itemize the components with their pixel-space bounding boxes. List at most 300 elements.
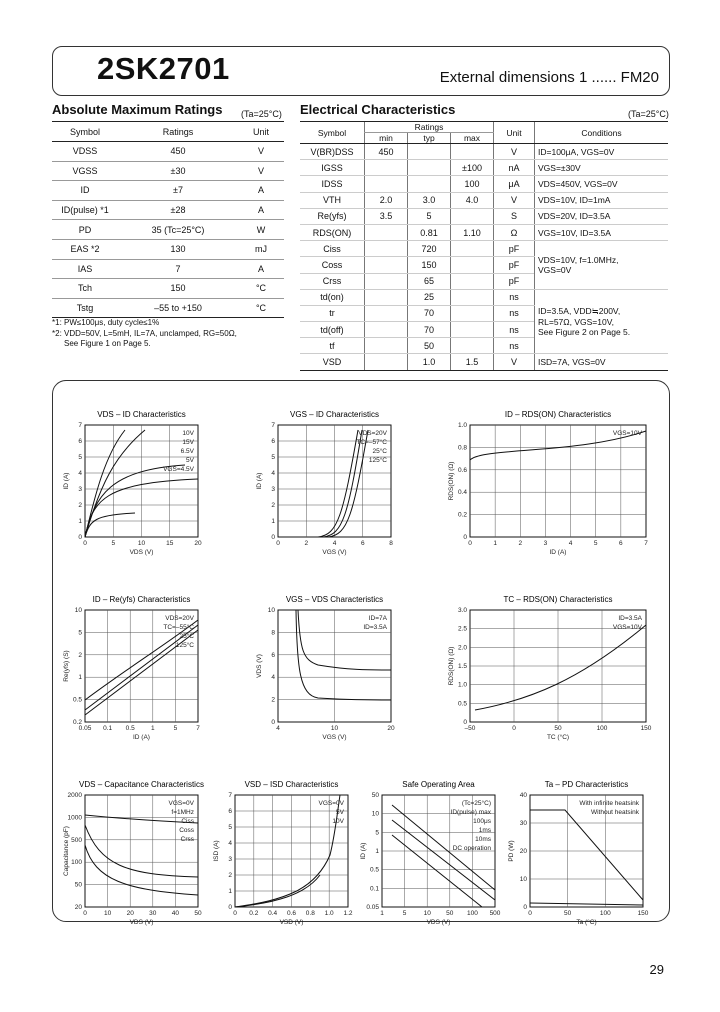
- x-axis-label: VGS (V): [322, 734, 347, 741]
- amr-rating: 7: [118, 259, 238, 279]
- y-tick-label: 5: [375, 829, 379, 837]
- x-axis-label: VDS (V): [426, 919, 451, 926]
- ec-typ: 50: [408, 338, 451, 354]
- y-tick-label: 6: [271, 651, 275, 659]
- x-tick-label: 0: [83, 540, 87, 547]
- col-ratings: Ratings: [118, 122, 238, 142]
- curve-label: 25°C: [372, 448, 387, 455]
- curve-label: Without heatsink: [590, 809, 639, 816]
- col-symbol: Symbol: [52, 122, 118, 142]
- x-tick-label: 0: [468, 540, 472, 547]
- ec-col-typ: typ: [408, 133, 451, 144]
- y-tick-label: 0.2: [457, 511, 467, 519]
- y-tick-label: 0.1: [369, 885, 379, 893]
- curve: [85, 845, 198, 895]
- ec-unit: pF: [494, 257, 535, 273]
- x-tick-label: 20: [194, 540, 202, 547]
- y-tick-label: 0: [228, 904, 232, 911]
- y-tick-label: 0.4: [457, 489, 467, 497]
- ec-condition-line: VGS=0V: [538, 264, 572, 275]
- y-tick-label: 1.5: [457, 663, 467, 670]
- curve-label: 5V: [336, 809, 344, 816]
- curve-label: f=1MHz: [171, 809, 194, 816]
- x-tick-label: 15: [166, 540, 174, 547]
- x-tick-label: 5: [593, 540, 598, 547]
- curve-label: VDS=20V: [165, 615, 194, 622]
- y-tick-label: 0.5: [369, 866, 379, 874]
- ec-symbol: VTH: [300, 192, 365, 208]
- amr-rating: 130: [118, 239, 238, 259]
- x-tick-label: 1: [150, 725, 155, 732]
- curve-label: ID(pulse) max: [450, 809, 491, 816]
- curve: [475, 625, 646, 710]
- ec-typ: 0.81: [408, 224, 451, 240]
- curve-label: 10V: [182, 430, 194, 437]
- ec-symbol: Coss: [300, 257, 365, 273]
- x-tick-label: 0: [233, 910, 237, 917]
- curve-label: 125°C: [175, 642, 194, 649]
- amr-rating: ±28: [118, 200, 238, 220]
- y-tick-label: 1: [78, 674, 82, 682]
- chart-title: ID – RDS(ON) Characteristics: [504, 410, 612, 419]
- y-tick-label: 1: [228, 888, 232, 895]
- y-tick-label: 50: [371, 792, 379, 799]
- ec-unit: ns: [494, 338, 535, 354]
- ec-symbol: tf: [300, 338, 365, 354]
- x-tick-label: 50: [564, 910, 572, 917]
- col-unit: Unit: [238, 122, 284, 142]
- amr-symbol: Tch: [52, 279, 118, 299]
- chart-c3: [470, 425, 646, 537]
- amr-rating: 450: [118, 142, 238, 162]
- curve-label: VGS=4.5V: [163, 466, 194, 473]
- chart-title: Ta – PD Characteristics: [544, 780, 629, 789]
- y-tick-label: 1000: [67, 814, 82, 822]
- y-tick-label: 3: [78, 486, 82, 493]
- amr-unit: W: [238, 220, 284, 240]
- ec-condition-line: RL=57Ω, VGS=10V,: [538, 317, 614, 328]
- amr-symbol: EAS *2: [52, 239, 118, 259]
- ec-condition-line: VDS=20V, ID=3.5A: [538, 211, 611, 222]
- y-tick-label: 2.0: [457, 644, 467, 652]
- y-tick-label: 0.8: [457, 444, 467, 452]
- x-tick-label: 100: [596, 725, 608, 732]
- y-tick-label: 6: [78, 438, 82, 445]
- abs-max-title: Absolute Maximum Ratings: [52, 102, 223, 117]
- amr-unit: A: [238, 259, 284, 279]
- y-axis-label: RDS(ON) (Ω): [448, 646, 455, 686]
- x-tick-label: 2: [304, 540, 309, 547]
- curve-label: Crss: [180, 836, 194, 843]
- x-tick-label: 0.8: [305, 910, 315, 917]
- y-tick-label: 0.6: [457, 466, 467, 474]
- curve-label: Coss: [179, 827, 194, 834]
- note-2: *2: VDD=50V, L=5mH, IL=7A, unclamped, RG=50Ω,: [52, 328, 237, 338]
- y-axis-label: RDS(ON) (Ω): [448, 461, 455, 501]
- ec-col-unit: Unit: [494, 122, 535, 144]
- x-tick-label: 50: [194, 910, 202, 917]
- chart-title: VSD – ISD Characteristics: [244, 780, 339, 789]
- y-tick-label: 3.0: [457, 607, 467, 614]
- amr-symbol: IAS: [52, 259, 118, 279]
- y-tick-label: 2000: [67, 792, 82, 799]
- ec-condition-line: VGS=±30V: [538, 162, 581, 173]
- curve-label: (Tc=25°C): [461, 800, 491, 807]
- y-tick-label: 20: [74, 904, 82, 911]
- curve-label: 15V: [182, 439, 194, 446]
- y-tick-label: 7: [271, 422, 275, 429]
- x-axis-label: VDS (V): [129, 919, 154, 926]
- ec-min: 2.0: [365, 192, 408, 208]
- x-axis-label: VGS (V): [322, 549, 347, 556]
- curve-label: ID=3.5A: [618, 615, 642, 622]
- ec-unit: ns: [494, 305, 535, 321]
- y-tick-label: 1: [78, 518, 82, 525]
- ec-condition-line: See Figure 2 on Page 5.: [538, 327, 631, 338]
- x-tick-label: 40: [171, 910, 180, 917]
- elec-title: Electrical Characteristics: [300, 102, 456, 117]
- ec-unit: ns: [494, 289, 535, 305]
- x-tick-label: 0.4: [268, 910, 278, 917]
- ec-max: 4.0: [451, 192, 494, 208]
- ec-typ: 70: [408, 322, 451, 338]
- ec-max: 100: [451, 176, 494, 192]
- ec-symbol: td(off): [300, 322, 365, 338]
- chart-title: VGS – ID Characteristics: [290, 410, 379, 419]
- amr-unit: V: [238, 161, 284, 181]
- chart-c8: [235, 795, 348, 907]
- curve-label: 10ms: [475, 836, 491, 843]
- y-tick-label: 0.5: [457, 700, 467, 708]
- curve-label: VGS=0V: [168, 800, 194, 807]
- ec-symbol: VSD: [300, 354, 365, 370]
- y-tick-label: 10: [519, 876, 527, 883]
- chart-title: TC – RDS(ON) Characteristics: [503, 595, 613, 604]
- y-tick-label: 100: [71, 859, 82, 867]
- ec-condition-line: VDS=10V, f=1.0MHz,: [538, 254, 619, 265]
- y-tick-label: 8: [271, 629, 275, 637]
- amr-symbol: ID: [52, 181, 118, 201]
- x-tick-label: 8: [389, 540, 393, 547]
- x-axis-label: Ta (°C): [576, 919, 597, 926]
- note-1: *1: PW≤100μs, duty cycle≤1%: [52, 318, 160, 327]
- y-tick-label: 0: [271, 719, 275, 726]
- ec-condition-line: ID=100μA, VGS=0V: [538, 146, 615, 157]
- amr-rating: 150: [118, 279, 238, 299]
- chart-title: Safe Operating Area: [402, 780, 475, 789]
- ec-condition-line: ID=3.5A, VDD≒200V,: [538, 306, 621, 317]
- ec-unit: pF: [494, 241, 535, 257]
- x-tick-label: 5: [111, 540, 116, 547]
- curve-label: Ciss: [181, 818, 194, 825]
- curve-label: VGS=10V: [612, 624, 642, 631]
- ec-unit: nA: [494, 160, 535, 176]
- ec-unit: V: [494, 192, 535, 208]
- y-tick-label: 2: [228, 872, 232, 879]
- ec-col-ratings: Ratings: [365, 122, 494, 133]
- curve-label: 125°C: [368, 457, 387, 464]
- y-tick-label: 5: [78, 629, 82, 637]
- curve-label: With infinite heatsink: [579, 800, 639, 807]
- ec-unit: V: [494, 354, 535, 370]
- ec-typ: 3.0: [408, 192, 451, 208]
- y-axis-label: ISD (A): [213, 840, 220, 862]
- curve-label: TC=–57°C: [356, 439, 387, 446]
- x-tick-label: 6: [360, 540, 365, 547]
- amr-rating: ±7: [118, 181, 238, 201]
- x-tick-label: 0: [276, 540, 280, 547]
- ec-unit: V: [494, 144, 535, 160]
- x-tick-label: 1: [493, 540, 497, 547]
- ec-min: 3.5: [365, 208, 408, 224]
- curve-label: 6.5V: [180, 448, 194, 455]
- elec-condition: (Ta=25°C): [628, 109, 669, 119]
- x-tick-label: 0.2: [249, 910, 259, 917]
- x-tick-label: 4: [276, 725, 280, 732]
- ec-typ: 70: [408, 305, 451, 321]
- x-axis-label: VDS (V): [129, 549, 154, 556]
- y-tick-label: 5: [228, 824, 232, 831]
- curve-label: VGS=0V: [318, 800, 344, 807]
- y-tick-label: 0: [271, 534, 275, 541]
- abs-max-condition: (Ta=25°C): [241, 109, 282, 119]
- y-tick-label: 1: [271, 518, 275, 525]
- y-tick-label: 4: [271, 470, 275, 477]
- x-tick-label: 0.1: [103, 725, 113, 732]
- y-axis-label: ID (A): [256, 472, 263, 490]
- amr-unit: V: [238, 142, 284, 162]
- curve-label: VDS=20V: [358, 430, 387, 437]
- curve: [85, 513, 135, 537]
- amr-symbol: Tstg: [52, 298, 118, 318]
- y-axis-label: ID (A): [360, 842, 367, 860]
- amr-unit: A: [238, 200, 284, 220]
- ec-unit: μA: [494, 176, 535, 192]
- x-tick-label: 500: [489, 910, 501, 917]
- y-axis-label: Re(yfs) (S): [63, 650, 70, 682]
- x-tick-label: 10: [103, 910, 112, 917]
- y-tick-label: 1.0: [457, 681, 467, 689]
- ec-unit: Ω: [494, 224, 535, 240]
- amr-symbol: VDSS: [52, 142, 118, 162]
- y-tick-label: 20: [519, 848, 527, 855]
- y-tick-label: 2: [271, 696, 275, 704]
- x-tick-label: 150: [637, 910, 649, 917]
- y-tick-label: 5: [271, 454, 275, 461]
- amr-unit: °C: [238, 298, 284, 318]
- x-tick-label: 0: [528, 910, 532, 917]
- y-tick-label: 0: [463, 719, 467, 726]
- y-tick-label: 0.5: [72, 696, 82, 704]
- y-tick-label: 10: [74, 607, 82, 614]
- x-tick-label: 1: [380, 910, 384, 917]
- y-tick-label: 2.5: [457, 625, 467, 633]
- y-tick-label: 6: [228, 808, 232, 815]
- y-tick-label: 5: [78, 454, 82, 461]
- x-tick-label: 20: [387, 725, 395, 732]
- ec-typ: 5: [408, 208, 451, 224]
- y-tick-label: 2: [78, 502, 82, 509]
- x-tick-label: 100: [466, 910, 478, 917]
- y-tick-label: 7: [78, 422, 82, 429]
- x-tick-label: 3: [543, 540, 548, 547]
- y-tick-label: 500: [71, 836, 82, 844]
- x-tick-label: 5: [173, 725, 178, 732]
- y-tick-label: 3: [228, 856, 232, 863]
- x-axis-label: TC (°C): [546, 734, 570, 741]
- page-number: 29: [649, 962, 664, 977]
- curve-label: 5V: [186, 457, 194, 464]
- y-tick-label: 4: [271, 674, 275, 682]
- ec-max: ±100: [451, 160, 494, 176]
- curve: [530, 903, 643, 905]
- curve-label: 10V: [332, 818, 344, 825]
- x-tick-label: 1.2: [343, 910, 353, 917]
- part-number: 2SK2701: [97, 51, 230, 86]
- y-tick-label: 7: [228, 792, 232, 799]
- curve: [530, 810, 643, 900]
- ec-unit: S: [494, 208, 535, 224]
- y-axis-label: Capacitance (pF): [63, 826, 70, 876]
- x-tick-label: 4: [332, 540, 337, 547]
- note-3: See Figure 1 on Page 5.: [64, 339, 151, 348]
- chart-title: VDS – Capacitance Characteristics: [79, 780, 204, 789]
- y-tick-label: 10: [371, 810, 379, 818]
- y-tick-label: 0: [463, 534, 467, 541]
- ec-condition-line: VDS=450V, VGS=0V: [538, 178, 618, 189]
- x-tick-label: 10: [137, 540, 146, 547]
- ec-symbol: Crss: [300, 273, 365, 289]
- ec-col-min: min: [365, 133, 408, 144]
- ec-condition-line: VGS=10V, ID=3.5A: [538, 227, 611, 238]
- y-tick-label: 6: [271, 438, 275, 445]
- amr-symbol: ID(pulse) *1: [52, 200, 118, 220]
- ec-symbol: Re(yfs): [300, 208, 365, 224]
- ec-max: 1.10: [451, 224, 494, 240]
- chart-title: VGS – VDS Characteristics: [285, 595, 384, 604]
- ec-min: 450: [365, 144, 408, 160]
- ec-col-symbol: Symbol: [300, 122, 365, 144]
- y-tick-label: 0: [78, 534, 82, 541]
- x-tick-label: 2: [518, 540, 523, 547]
- x-tick-label: 4: [568, 540, 573, 547]
- x-tick-label: 0.05: [78, 725, 92, 732]
- ec-symbol: tr: [300, 305, 365, 321]
- amr-rating: ±30: [118, 161, 238, 181]
- ec-typ: 150: [408, 257, 451, 273]
- curve: [85, 620, 198, 700]
- ec-typ: 25: [408, 289, 451, 305]
- y-tick-label: 2: [78, 651, 82, 659]
- ec-symbol: V(BR)DSS: [300, 144, 365, 160]
- y-tick-label: 0.05: [366, 904, 379, 911]
- y-tick-label: 30: [519, 820, 527, 827]
- x-tick-label: 0: [512, 725, 516, 732]
- ec-condition-line: VDS=10V, ID=1mA: [538, 195, 611, 206]
- external-dimensions: External dimensions 1 ...... FM20: [439, 69, 659, 86]
- x-tick-label: 0.6: [286, 910, 297, 917]
- chart-c1: [85, 425, 198, 537]
- x-tick-label: 0.5: [125, 725, 135, 732]
- x-tick-label: 150: [640, 725, 652, 732]
- ec-unit: ns: [494, 322, 535, 338]
- amr-symbol: PD: [52, 220, 118, 240]
- amr-unit: mJ: [238, 239, 284, 259]
- curve-label: 100μs: [473, 818, 491, 825]
- curve-label: VGS=10V: [612, 430, 642, 437]
- x-tick-label: 50: [446, 910, 454, 917]
- x-tick-label: 10: [423, 910, 431, 917]
- ec-max: 1.5: [451, 354, 494, 370]
- y-tick-label: 0: [523, 904, 527, 911]
- ec-unit: pF: [494, 273, 535, 289]
- curve-label: ID=7A: [368, 615, 387, 622]
- curve: [235, 795, 340, 907]
- chart-frame: [470, 425, 646, 537]
- y-tick-label: 0.2: [72, 719, 82, 726]
- y-tick-label: 4: [228, 840, 232, 847]
- amr-unit: A: [238, 181, 284, 201]
- ec-col-max: max: [451, 133, 494, 144]
- y-axis-label: VDS (V): [256, 654, 263, 678]
- y-tick-label: 4: [78, 470, 82, 477]
- x-axis-label: ID (A): [549, 549, 567, 556]
- y-tick-label: 1.0: [457, 422, 467, 429]
- ec-condition-line: ISD=7A, VGS=0V: [538, 357, 606, 368]
- x-tick-label: 7: [196, 725, 200, 732]
- x-tick-label: 10: [330, 725, 339, 732]
- amr-unit: °C: [238, 279, 284, 299]
- x-tick-label: 100: [599, 910, 611, 917]
- y-tick-label: 2: [271, 502, 275, 509]
- x-tick-label: 0: [83, 910, 87, 917]
- y-tick-label: 40: [519, 792, 527, 799]
- amr-rating: 35 (Tc=25°C): [118, 220, 238, 240]
- ec-symbol: td(on): [300, 289, 365, 305]
- x-tick-label: –50: [464, 725, 476, 732]
- chart-title: VDS – ID Characteristics: [97, 410, 186, 419]
- y-tick-label: 3: [271, 486, 275, 493]
- amr-symbol: VGSS: [52, 161, 118, 181]
- y-tick-label: 50: [74, 881, 82, 889]
- x-tick-label: 50: [554, 725, 562, 732]
- x-tick-label: 7: [644, 540, 648, 547]
- ec-symbol: IGSS: [300, 160, 365, 176]
- ec-col-conditions: Conditions: [535, 122, 669, 144]
- y-axis-label: ID (A): [63, 472, 70, 490]
- curve-label: 25°C: [179, 633, 194, 640]
- y-axis-label: PD (W): [508, 840, 515, 862]
- x-tick-label: 20: [126, 910, 134, 917]
- y-tick-label: 1: [375, 848, 379, 855]
- ec-typ: 65: [408, 273, 451, 289]
- y-tick-label: 10: [267, 607, 275, 614]
- x-tick-label: 1.0: [324, 910, 334, 917]
- ec-symbol: IDSS: [300, 176, 365, 192]
- x-axis-label: ID (A): [133, 734, 150, 741]
- x-axis-label: VSD (V): [279, 919, 304, 926]
- ec-symbol: Ciss: [300, 241, 365, 257]
- curve-label: TC=–55°C: [163, 624, 194, 631]
- curve-label: DC operation: [452, 845, 491, 852]
- x-tick-label: 5: [402, 910, 407, 917]
- ec-symbol: RDS(ON): [300, 224, 365, 240]
- x-tick-label: 30: [149, 910, 157, 917]
- chart-title: ID – Re(yfs) Characteristics: [92, 595, 191, 604]
- ec-typ: 1.0: [408, 354, 451, 370]
- curve-label: ID=3.5A: [363, 624, 387, 631]
- curve-label: 1ms: [478, 827, 491, 834]
